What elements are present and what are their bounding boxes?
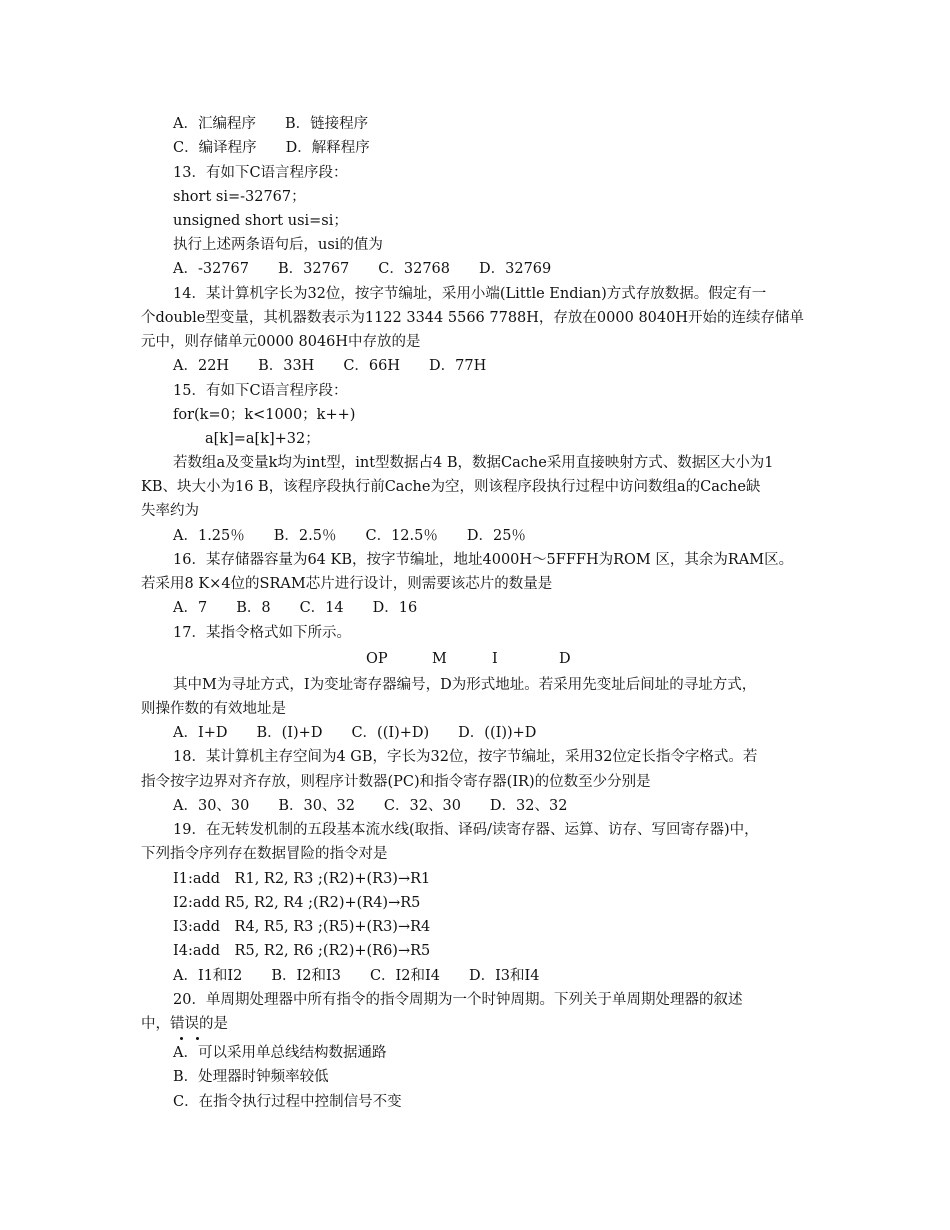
q20-line2: 中，错误的是 — [141, 1016, 228, 1032]
q17-field-op: OP — [366, 651, 388, 667]
q18-line2: 指令按字边界对齐存放，则程序计数器(PC)和指令寄存器(IR)的位数至少分别是 — [141, 774, 651, 790]
q18-options: A．30、30 B．30、32 C．32、30 D．32、32 — [173, 798, 568, 814]
q14-line3: 元中，则存储单元0000 8046H中存放的是 — [141, 334, 421, 350]
q14-options: A．22H B．33H C．66H D．77H — [173, 358, 487, 374]
q19-instr-i1: I1:add R1, R2, R3 ;(R2)+(R3)→R1 — [173, 871, 431, 887]
q15-line2: KB、块大小为16 B，该程序段执行前Cache为空，则该程序段执行过程中访问数组a的Cache缺 — [141, 479, 761, 495]
q19-instr-i4: I4:add R5, R2, R6 ;(R2)+(R6)→R5 — [173, 943, 431, 959]
q15-code-line1: for(k=0；k<1000；k++) — [173, 407, 356, 423]
q15-line3: 失率约为 — [141, 503, 199, 519]
q12-options-line1: A．汇编程序 B．链接程序 — [173, 116, 369, 132]
q12-options-line2: C．编译程序 D．解释程序 — [173, 140, 370, 156]
q13-stem: 13．有如下C语言程序段： — [173, 165, 348, 181]
q16-line1: 16．某存储器容量为64 KB，按字节编址，地址4000H～5FFFH为ROM 区，其余为RAM区。 — [173, 552, 794, 568]
q14-line1: 14．某计算机字长为32位，按字节编址，采用小端(Little Endian)方式存放数据。假定有一 — [173, 286, 767, 302]
q20-option-a: A．可以采用单总线结构数据通路 — [173, 1045, 387, 1061]
q18-line1: 18．某计算机主存空间为4 GB，字长为32位，按字节编址，采用32位定长指令字格式。若 — [173, 749, 758, 765]
q17-line2: 则操作数的有效地址是 — [141, 701, 286, 717]
q20-option-b: B．处理器时钟频率较低 — [173, 1069, 329, 1085]
emphasis-dot — [180, 1037, 183, 1040]
q17-line1: 其中M为寻址方式，I为变址寄存器编号，D为形式地址。若采用先变址后间址的寻址方式， — [173, 677, 757, 693]
q17-options: A．I+D B．(I)+D C．((I)+D) D．((I))+D — [173, 725, 537, 741]
q19-instr-i2: I2:add R5, R2, R4 ;(R2)+(R4)→R5 — [173, 895, 421, 911]
q17-field-m: M — [432, 651, 447, 667]
q15-options: A．1.25％ B．2.5％ C．12.5％ D．25％ — [173, 528, 526, 544]
q20-line1: 20．单周期处理器中所有指令的指令周期为一个时钟周期。下列关于单周期处理器的叙述 — [173, 992, 743, 1008]
q15-code-line2: a[k]=a[k]+32； — [205, 431, 320, 447]
q14-line2: 个double型变量，其机器数表示为1122 3344 5566 7788H，存放在0000 8040H开始的连续存储单 — [141, 310, 804, 326]
q13-code-line1: short si=-32767； — [173, 189, 306, 205]
emphasis-dot — [196, 1037, 199, 1040]
q13-options: A．-32767 B．32767 C．32768 D．32769 — [173, 261, 552, 277]
q17-field-d: D — [559, 651, 571, 667]
q15-stem: 15．有如下C语言程序段： — [173, 383, 348, 399]
q19-line1: 19．在无转发机制的五段基本流水线(取指、译码/读寄存器、运算、访存、写回寄存器)中， — [173, 822, 759, 838]
q13-code-line2: unsigned short usi=si； — [173, 213, 348, 229]
q16-line2: 若采用8 K×4位的SRAM芯片进行设计，则需要该芯片的数量是 — [141, 576, 553, 592]
q20-option-c: C．在指令执行过程中控制信号不变 — [173, 1094, 402, 1110]
q16-options: A．7 B．8 C．14 D．16 — [173, 600, 418, 616]
q19-instr-i3: I3:add R4, R5, R3 ;(R5)+(R3)→R4 — [173, 919, 431, 935]
q19-options: A．I1和I2 B．I2和I3 C．I2和I4 D．I3和I4 — [173, 968, 540, 984]
q17-field-i: I — [492, 651, 498, 667]
q17-stem: 17．某指令格式如下所示。 — [173, 625, 351, 641]
q15-line1: 若数组a及变量k均为int型，int型数据占4 B，数据Cache采用直接映射方式、数据区大小为1 — [173, 455, 774, 471]
q19-line2: 下列指令序列存在数据冒险的指令对是 — [141, 846, 388, 862]
q13-question: 执行上述两条语句后，usi的值为 — [173, 237, 383, 253]
